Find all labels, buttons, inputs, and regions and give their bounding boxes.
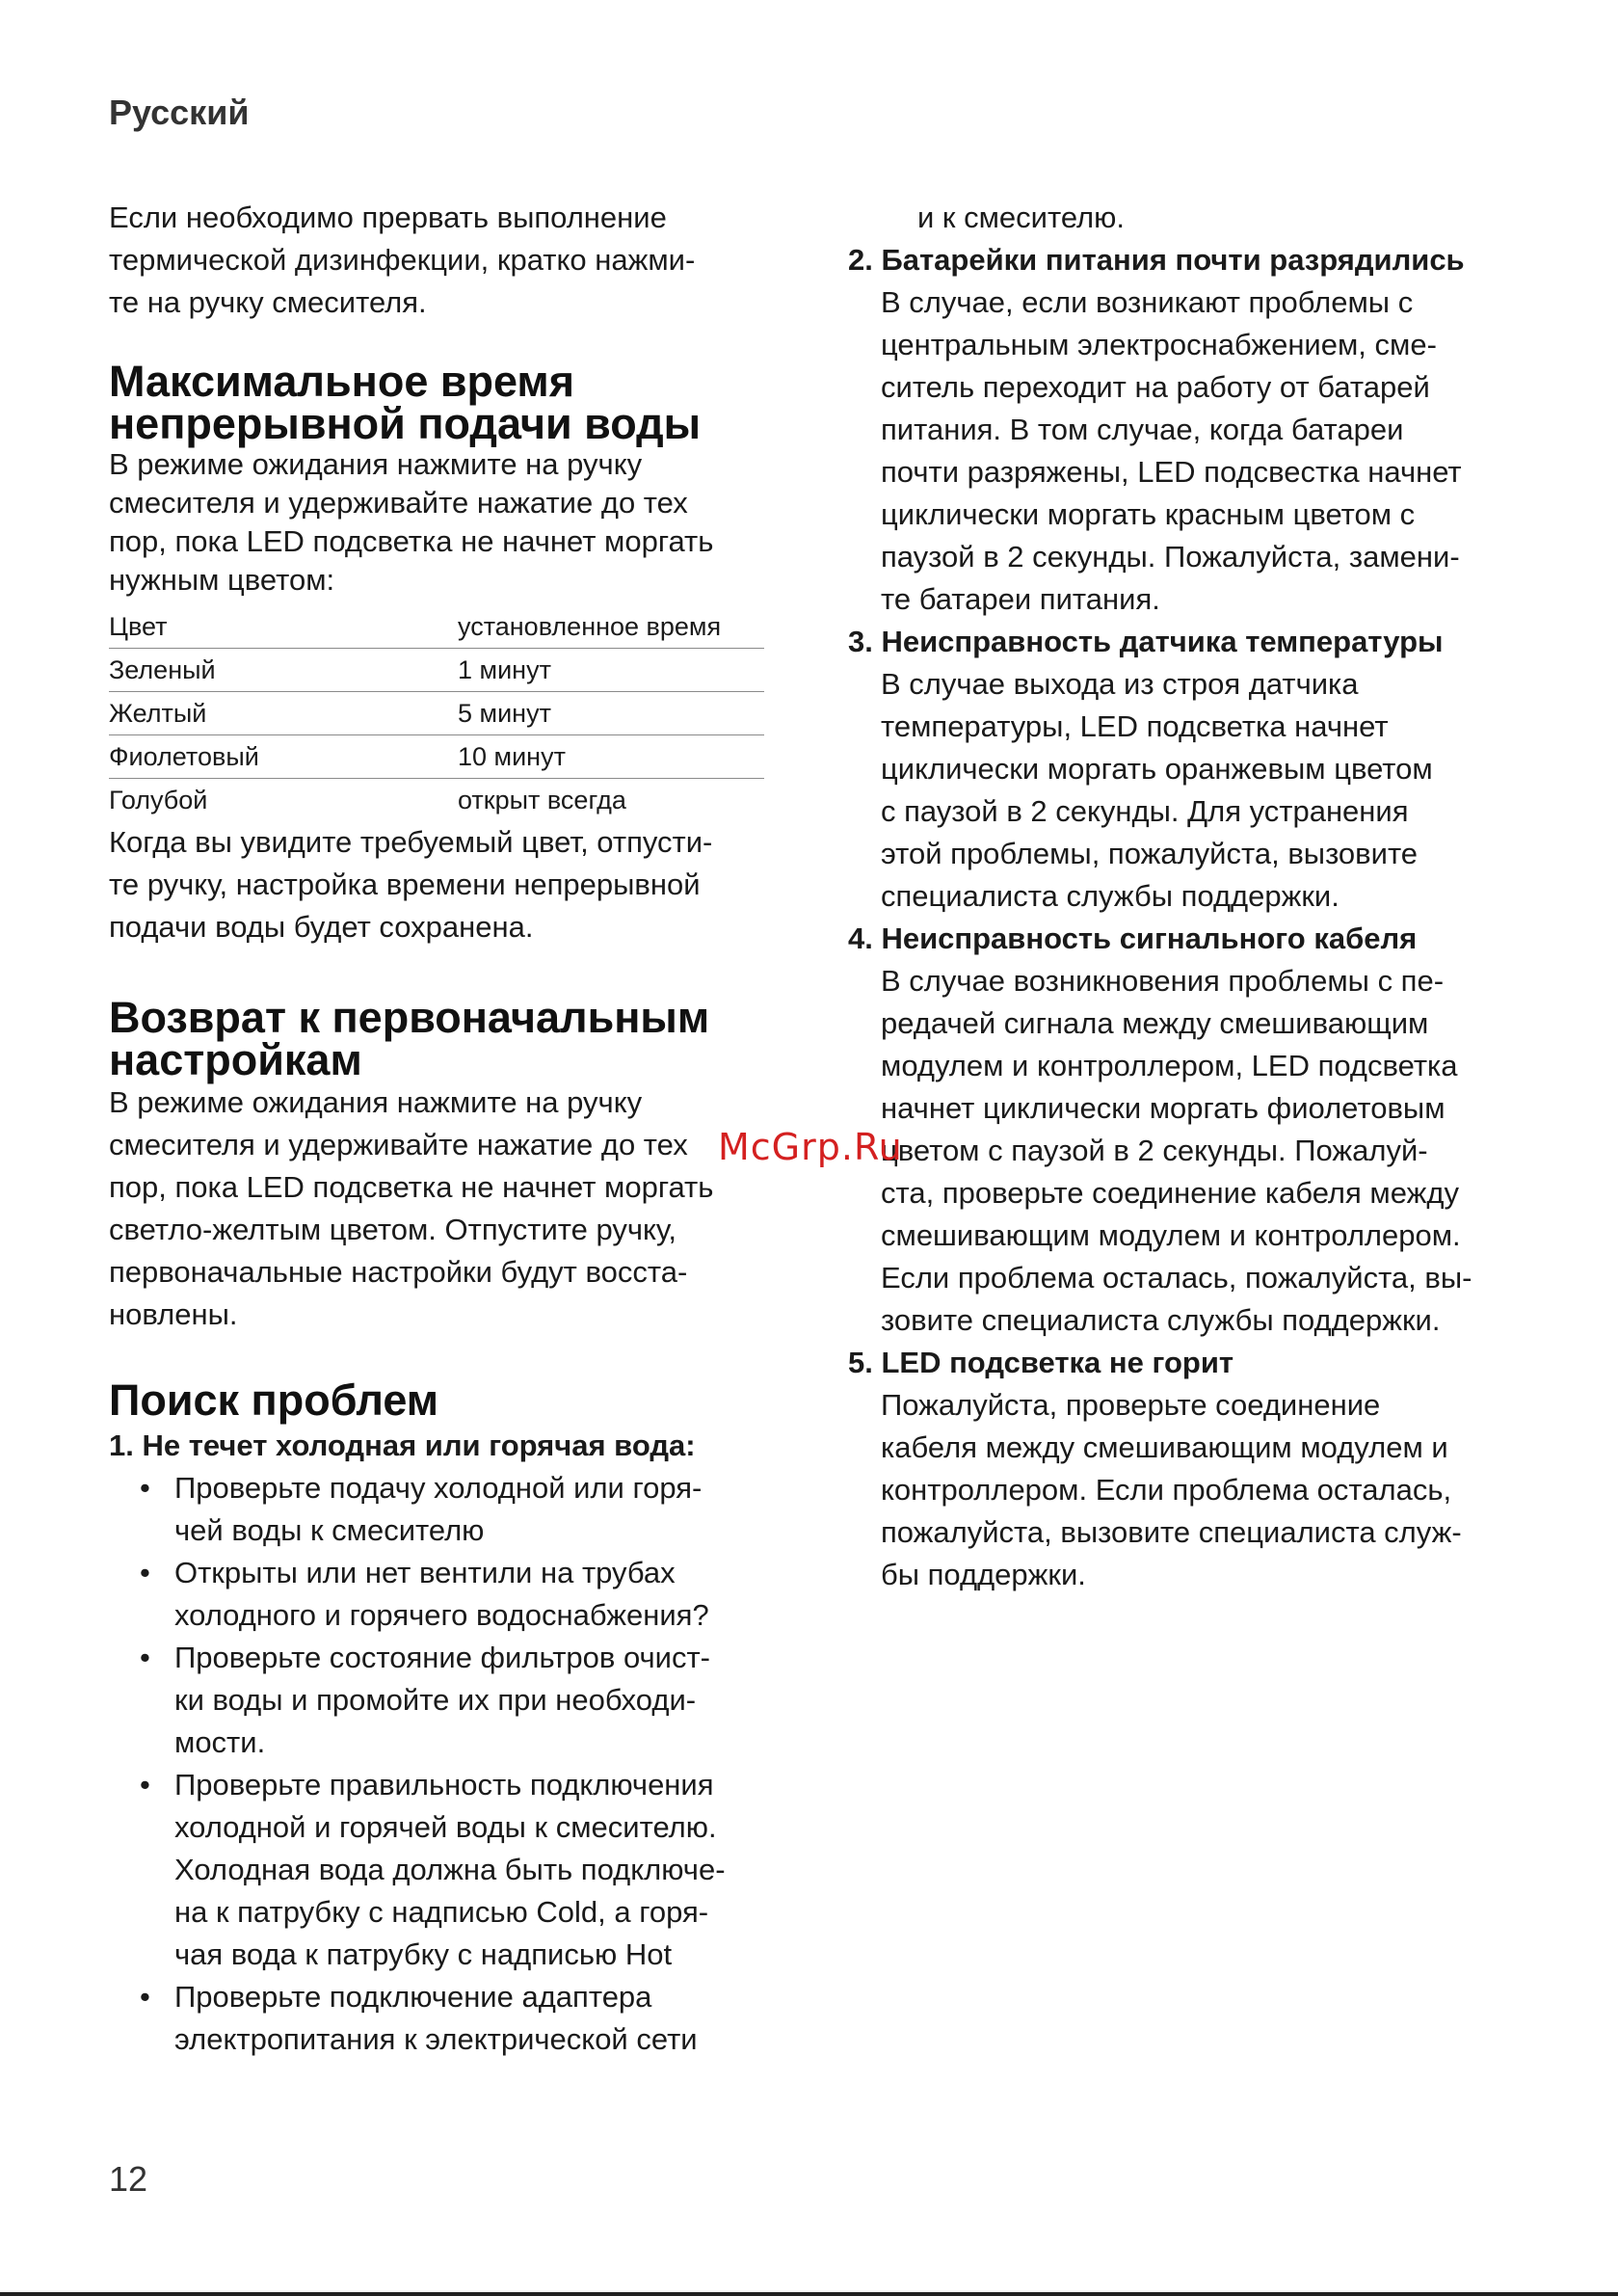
text-line: В режиме ожидания нажмите на ручку — [109, 447, 643, 481]
text-line: паузой в 2 секунды. Пожалуйста, замени- — [881, 540, 1460, 574]
text-line: • Проверьте правильность подключения — [174, 1768, 714, 1802]
text-line: пор, пока LED подсветка не начнет моргать — [109, 524, 714, 558]
text-line: смесителя и удерживайте нажатие до тех — [109, 1128, 688, 1161]
list-item — [109, 1764, 783, 1976]
section-heading: Возврат к первоначальным — [109, 993, 710, 1042]
text-line: смешивающим модулем и контроллером. — [881, 1218, 1461, 1252]
table-cell: открыт всегда — [458, 785, 626, 814]
text-line: холодного и горячего водоснабжения? — [174, 1598, 709, 1632]
text-line: почти разряжены, LED подсвестка начнет — [881, 455, 1462, 489]
list-item — [109, 1467, 783, 1552]
text-line: смесителя и удерживайте нажатие до тех — [109, 486, 688, 520]
text-line: первоначальные настройки будут восста- — [109, 1255, 688, 1289]
table-cell: 1 минут — [458, 649, 764, 692]
color-time-table — [109, 605, 764, 821]
text-line: ситель переходит на работу от батарей — [881, 370, 1430, 404]
text-line: те ручку, настройка времени непрерывной — [109, 868, 701, 901]
text-line: В случае выхода из строя датчика — [881, 667, 1359, 701]
page-bottom-rule — [0, 2292, 1618, 2296]
text-line: Когда вы увидите требуемый цвет, отпусти- — [109, 825, 713, 859]
text-line: чая вода к патрубку с надписью Hot — [174, 1937, 673, 1971]
text-line: светло-желтым цветом. Отпустите ручку, — [109, 1213, 676, 1246]
section-heading: Поиск проблем — [109, 1375, 439, 1425]
section-reset-settings — [109, 993, 783, 1336]
text-line: нужным цветом: — [109, 563, 335, 597]
table-header-cell: установленное время — [458, 605, 764, 649]
text-line: термической дизинфекции, кратко нажми- — [109, 243, 696, 277]
text-line: зовите специалиста службы поддержки. — [881, 1303, 1441, 1337]
troubleshoot-item-title: 2. Батарейки питания почти разрядились — [848, 243, 1465, 277]
text-line: Пожалуйста, проверьте соединение — [881, 1388, 1381, 1422]
section-heading: непрерывной подачи воды — [109, 399, 702, 448]
troubleshoot-item-title: 1. Не течет холодная или горячая вода: — [109, 1428, 696, 1462]
text-line: на к патрубку с надписью Cold, а горя- — [174, 1895, 709, 1929]
watermark-text: McGrp.Ru — [718, 1126, 903, 1168]
text-line: цветом с паузой в 2 секунды. Пожалуй- — [881, 1134, 1428, 1167]
text-line: • Проверьте подачу холодной или горя- — [174, 1471, 703, 1505]
text-line: чей воды к смесителю — [174, 1513, 485, 1547]
intro-paragraph — [109, 197, 764, 324]
text-line: В режиме ожидания нажмите на ручку — [109, 1085, 643, 1119]
text-line: бы поддержки. — [881, 1558, 1086, 1591]
text-line: В случае, если возникают проблемы с — [881, 285, 1414, 319]
text-line: начнет циклически моргать фиолетовым — [881, 1091, 1446, 1125]
text-line: те на ручку смесителя. — [109, 285, 427, 319]
text-line: электропитания к электрической сети — [174, 2022, 698, 2056]
text-line: редачей сигнала между смешивающим — [881, 1006, 1429, 1040]
table-header-row — [109, 605, 764, 649]
text-line: Если необходимо прервать выполнение — [109, 200, 667, 234]
text-line: этой проблемы, пожалуйста, вызовите — [881, 837, 1419, 870]
list-item — [109, 1637, 783, 1764]
section-troubleshooting — [109, 1376, 783, 2061]
text-line: ста, проверьте соединение кабеля между — [881, 1176, 1459, 1210]
checklist — [109, 1467, 783, 2061]
text-line: пожалуйста, вызовите специалиста служ- — [881, 1515, 1462, 1549]
text-line: циклически моргать красным цветом с — [881, 497, 1416, 531]
text-line: пор, пока LED подсветка не начнет моргать — [109, 1170, 714, 1204]
table-cell: 10 минут — [458, 735, 764, 779]
table-cell: Желтый — [109, 692, 458, 735]
text-line: • Проверьте подключение адаптера — [174, 1980, 652, 2014]
text-line: те батареи питания. — [881, 582, 1160, 616]
table-cell: Голубой — [109, 785, 208, 814]
section-heading: настройкам — [109, 1035, 362, 1084]
text-line: В случае возникновения проблемы с пе- — [881, 964, 1445, 998]
section-max-flow-time — [109, 357, 783, 948]
troubleshoot-item-title: 3. Неисправность датчика температуры — [848, 625, 1444, 658]
text-line: мости. — [174, 1725, 266, 1759]
list-item — [109, 1976, 783, 2061]
text-line: центральным электроснабжением, сме- — [881, 328, 1437, 361]
troubleshoot-item-2 — [848, 239, 1523, 621]
troubleshoot-item-title: 4. Неисправность сигнального кабеля — [848, 921, 1418, 955]
text-line: специалиста службы поддержки. — [881, 879, 1339, 913]
section-heading: Максимальное время — [109, 357, 574, 406]
table-cell: Фиолетовый — [109, 735, 458, 779]
page-number: 12 — [109, 2159, 148, 2199]
text-line: Холодная вода должна быть подключе- — [174, 1853, 726, 1886]
text-line: модулем и контроллером, LED подсветка — [881, 1049, 1458, 1082]
text-line: холодной и горячей воды к смесителю. — [174, 1810, 717, 1844]
text-line: • Открыты или нет вентили на трубах — [174, 1556, 676, 1589]
text-line: циклически моргать оранжевым цветом — [881, 752, 1433, 786]
troubleshooting-continued — [848, 197, 1523, 1596]
text-line: Если проблема осталась, пожалуйста, вы- — [881, 1261, 1472, 1295]
troubleshoot-item-3 — [848, 621, 1523, 918]
list-item — [109, 1552, 783, 1637]
table-cell: 5 минут — [458, 692, 764, 735]
text-line: питания. В том случае, когда батареи — [881, 413, 1404, 446]
page-language-label: Русский — [109, 93, 250, 132]
troubleshoot-item-4 — [848, 918, 1523, 1342]
text-line: • Проверьте состояние фильтров очист- — [174, 1641, 711, 1674]
table-header-cell: Цвет — [109, 605, 458, 649]
text-line: кабеля между смешивающим модулем и — [881, 1430, 1448, 1464]
text-line: новлены. — [109, 1297, 238, 1331]
troubleshoot-item-title: 5. LED подсветка не горит — [848, 1346, 1234, 1379]
table-cell: Зеленый — [109, 649, 458, 692]
text-line: и к смесителю. — [917, 200, 1125, 234]
table-row — [109, 779, 764, 822]
text-line: контроллером. Если проблема осталась, — [881, 1473, 1452, 1507]
table-row — [109, 692, 764, 735]
table-row — [109, 649, 764, 692]
text-line: подачи воды будет сохранена. — [109, 910, 534, 944]
text-line: с паузой в 2 секунды. Для устранения — [881, 794, 1409, 828]
troubleshoot-item-5 — [848, 1342, 1523, 1596]
table-row — [109, 735, 764, 779]
text-line: температуры, LED подсветка начнет — [881, 709, 1389, 743]
text-line: ки воды и промойте их при необходи- — [174, 1683, 697, 1717]
